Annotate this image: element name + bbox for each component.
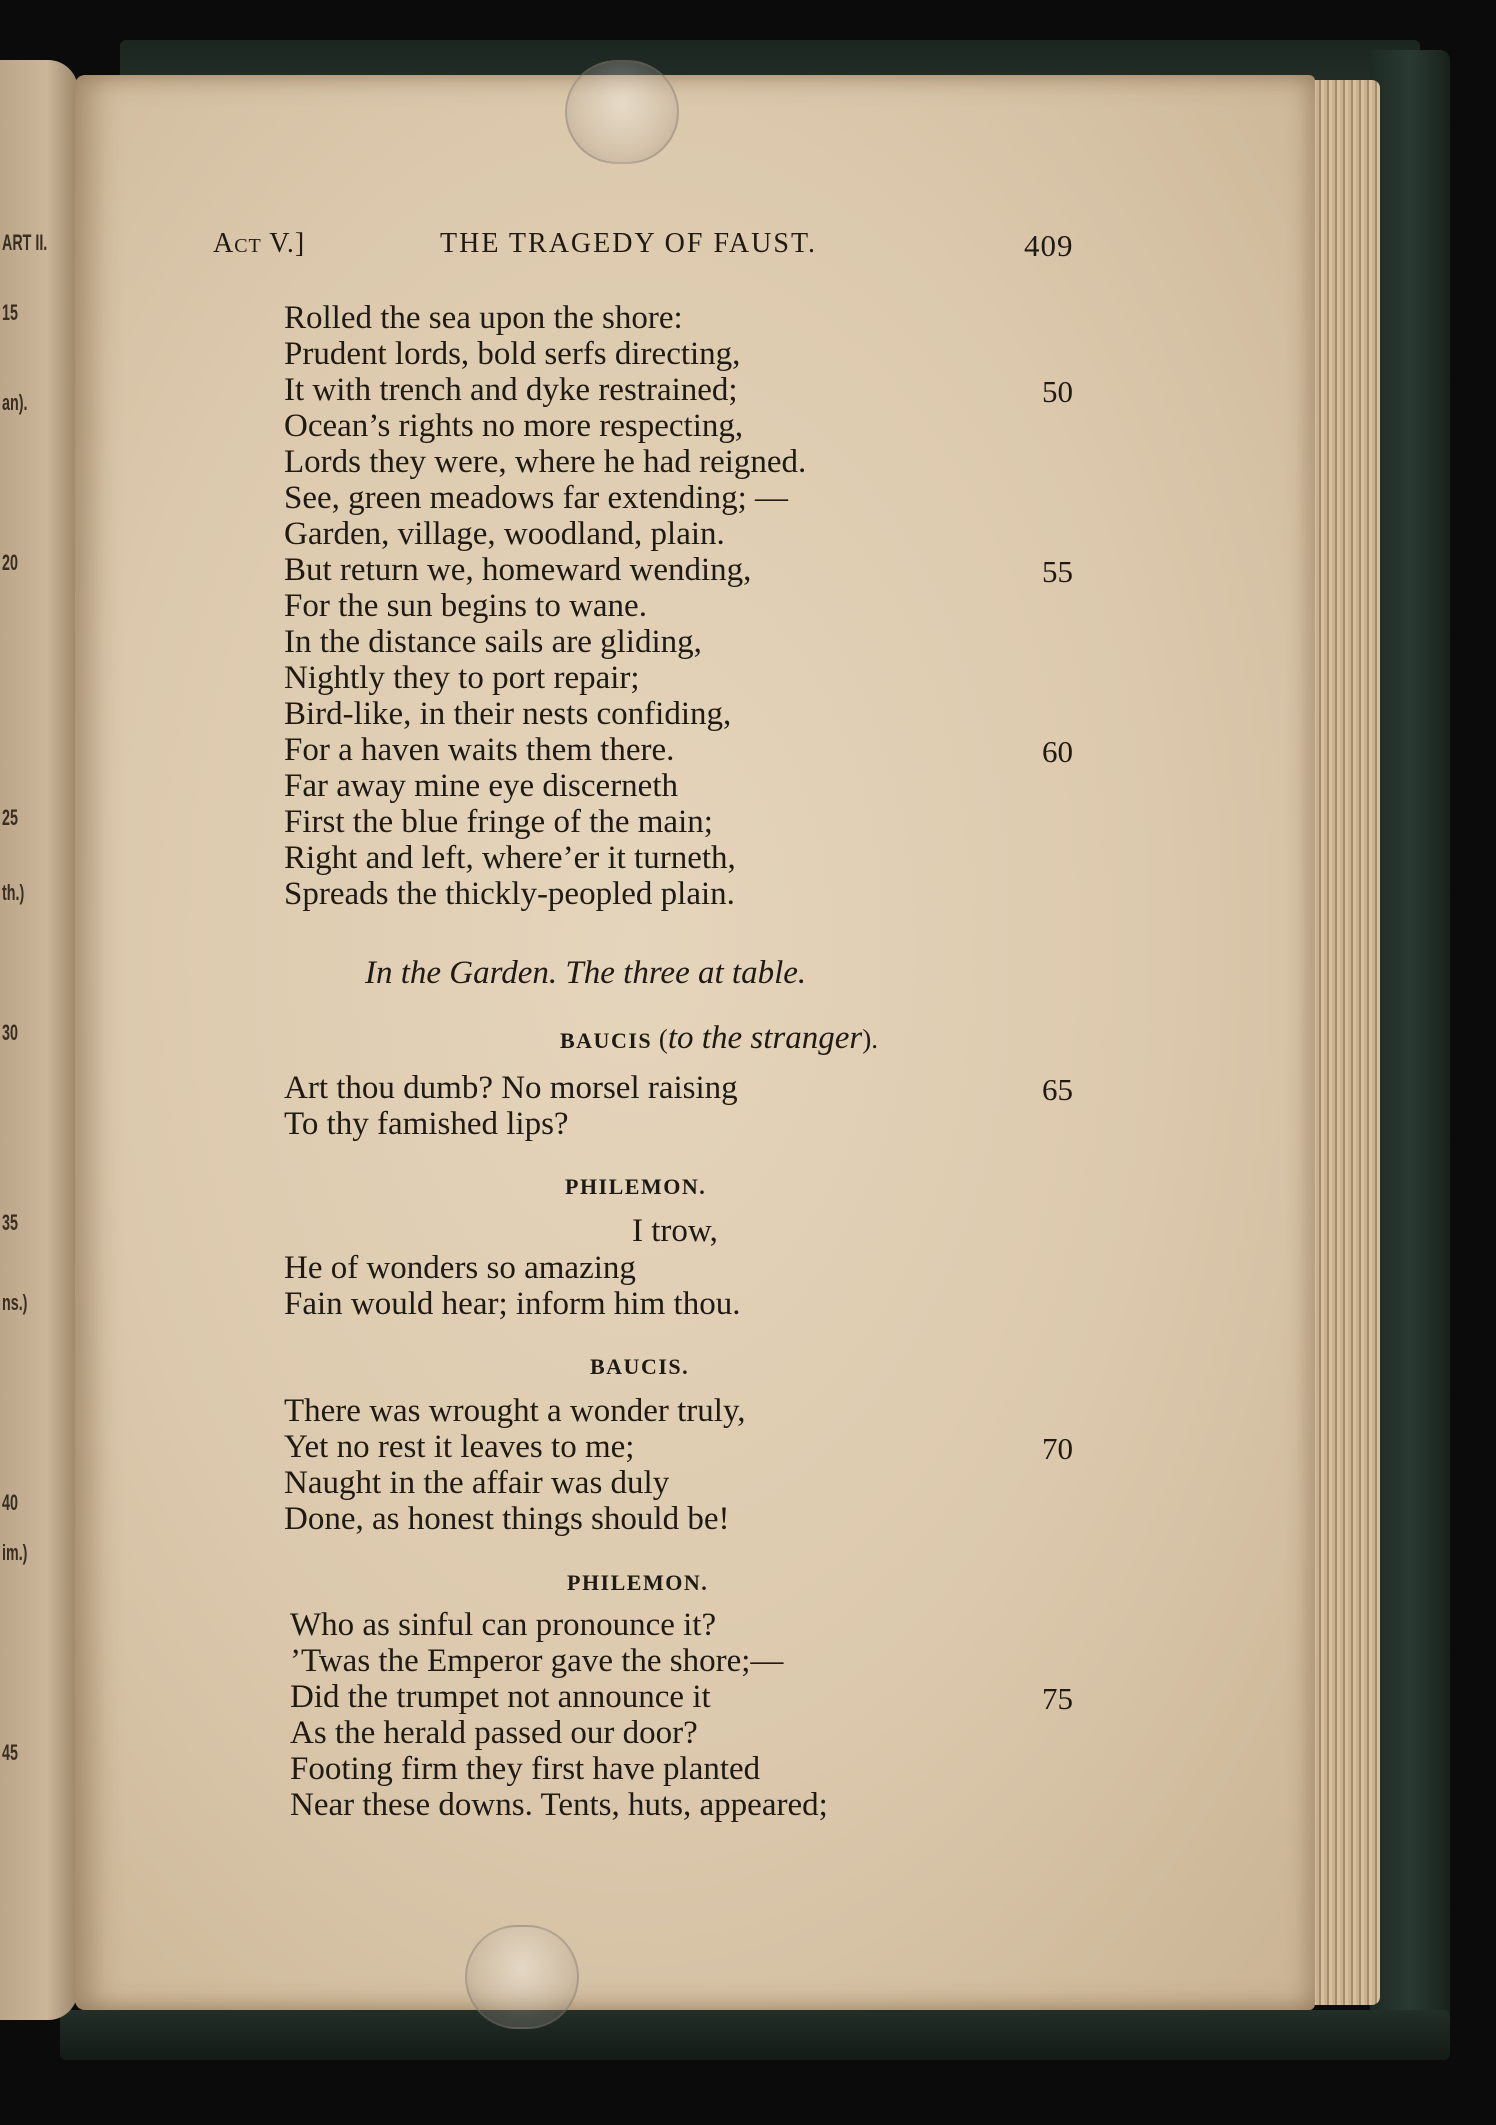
- verse-line: In the distance sails are gliding,: [284, 624, 702, 660]
- verse-line: Nightly they to port repair;: [284, 660, 640, 696]
- verse-line: Footing firm they first have planted: [290, 1751, 761, 1787]
- running-head-act: Act V.]: [213, 228, 306, 259]
- verse-line: Done, as honest things should be!: [284, 1501, 730, 1537]
- verse-line: Rolled the sea upon the shore:: [284, 300, 683, 336]
- verse-line: Prudent lords, bold serfs directing,: [284, 336, 741, 372]
- verse-line: Ocean’s rights no more respecting,: [284, 408, 744, 444]
- left-margin-fragment: ns.): [2, 1290, 28, 1315]
- speaker-heading: [560, 1020, 878, 1057]
- speaker-name: BAUCIS.: [590, 1354, 690, 1379]
- verse-line: Garden, village, woodland, plain.: [284, 516, 725, 552]
- verse-line: ’Twas the Emperor gave the shore;—: [290, 1643, 784, 1679]
- page-number: 409: [1024, 228, 1074, 263]
- verse-line: For a haven waits them there.: [284, 732, 675, 768]
- verse-line: He of wonders so amazing: [284, 1250, 636, 1286]
- speaker-direction: to the stranger: [667, 1020, 863, 1056]
- book-cover-bottom: [60, 2010, 1450, 2060]
- verse-line: Bird-like, in their nests confiding,: [284, 696, 732, 732]
- paren-close: ).: [862, 1024, 878, 1054]
- verse-line: See, green meadows far extending; —: [284, 480, 788, 516]
- speaker-name: PHILEMON.: [565, 1174, 707, 1199]
- verse-line: There was wrought a wonder truly,: [284, 1393, 746, 1429]
- verse-line: Who as sinful can pronounce it?: [290, 1607, 717, 1643]
- left-margin-fragment: an).: [2, 390, 28, 415]
- left-margin-fragment: im.): [2, 1540, 28, 1565]
- verse-line: But return we, homeward wending,: [284, 552, 752, 588]
- line-number: 60: [1042, 734, 1073, 769]
- left-margin-fragment: 30: [2, 1020, 18, 1045]
- verse-line: Right and left, where’er it turneth,: [284, 840, 736, 876]
- verse-line: Did the trumpet not announce it: [290, 1679, 711, 1715]
- verse-line: Spreads the thickly-peopled plain.: [284, 876, 735, 912]
- verse-line: For the sun begins to wane.: [284, 588, 647, 624]
- speaker-name: BAUCIS: [560, 1028, 653, 1053]
- verse-line: It with trench and dyke restrained;: [284, 372, 738, 408]
- left-margin-fragment: 40: [2, 1490, 18, 1515]
- line-number: 65: [1042, 1072, 1073, 1107]
- page-clip-top: [565, 60, 679, 164]
- verse-line: Naught in the affair was duly: [284, 1465, 670, 1501]
- left-page-edge: [0, 60, 78, 2020]
- verse-line: To thy famished lips?: [284, 1106, 569, 1142]
- book-cover-right: [1370, 50, 1450, 2040]
- verse-line: Far away mine eye discerneth: [284, 768, 679, 804]
- left-margin-fragment: ART II.: [2, 230, 48, 255]
- verse-line: I trow,: [632, 1213, 718, 1249]
- speaker-name: PHILEMON.: [567, 1570, 709, 1595]
- line-number: 50: [1042, 374, 1073, 409]
- left-margin-fragment: 25: [2, 805, 18, 830]
- line-number: 55: [1042, 554, 1073, 589]
- verse-line: As the herald passed our door?: [290, 1715, 698, 1751]
- left-margin-fragment: 35: [2, 1210, 18, 1235]
- verse-line: Art thou dumb? No morsel raising: [284, 1070, 738, 1106]
- left-margin-fragment: th.): [2, 880, 25, 905]
- verse-line: Near these downs. Tents, huts, appeared;: [290, 1787, 828, 1823]
- left-margin-fragment: 45: [2, 1740, 18, 1765]
- verse-line: Fain would hear; inform him thou.: [284, 1286, 741, 1322]
- running-head-title: THE TRAGEDY OF FAUST.: [440, 228, 817, 259]
- stage-direction: In the Garden. The three at table.: [365, 955, 807, 991]
- verse-line: Yet no rest it leaves to me;: [284, 1429, 635, 1465]
- line-number: 75: [1042, 1681, 1073, 1716]
- page-clip-bottom: [465, 1925, 579, 2029]
- paren-open: (: [658, 1024, 668, 1054]
- verse-line: First the blue fringe of the main;: [284, 804, 713, 840]
- left-margin-fragment: 15: [2, 300, 18, 325]
- verse-line: Lords they were, where he had reigned.: [284, 444, 807, 480]
- left-margin-fragment: 20: [2, 550, 18, 575]
- line-number: 70: [1042, 1431, 1073, 1466]
